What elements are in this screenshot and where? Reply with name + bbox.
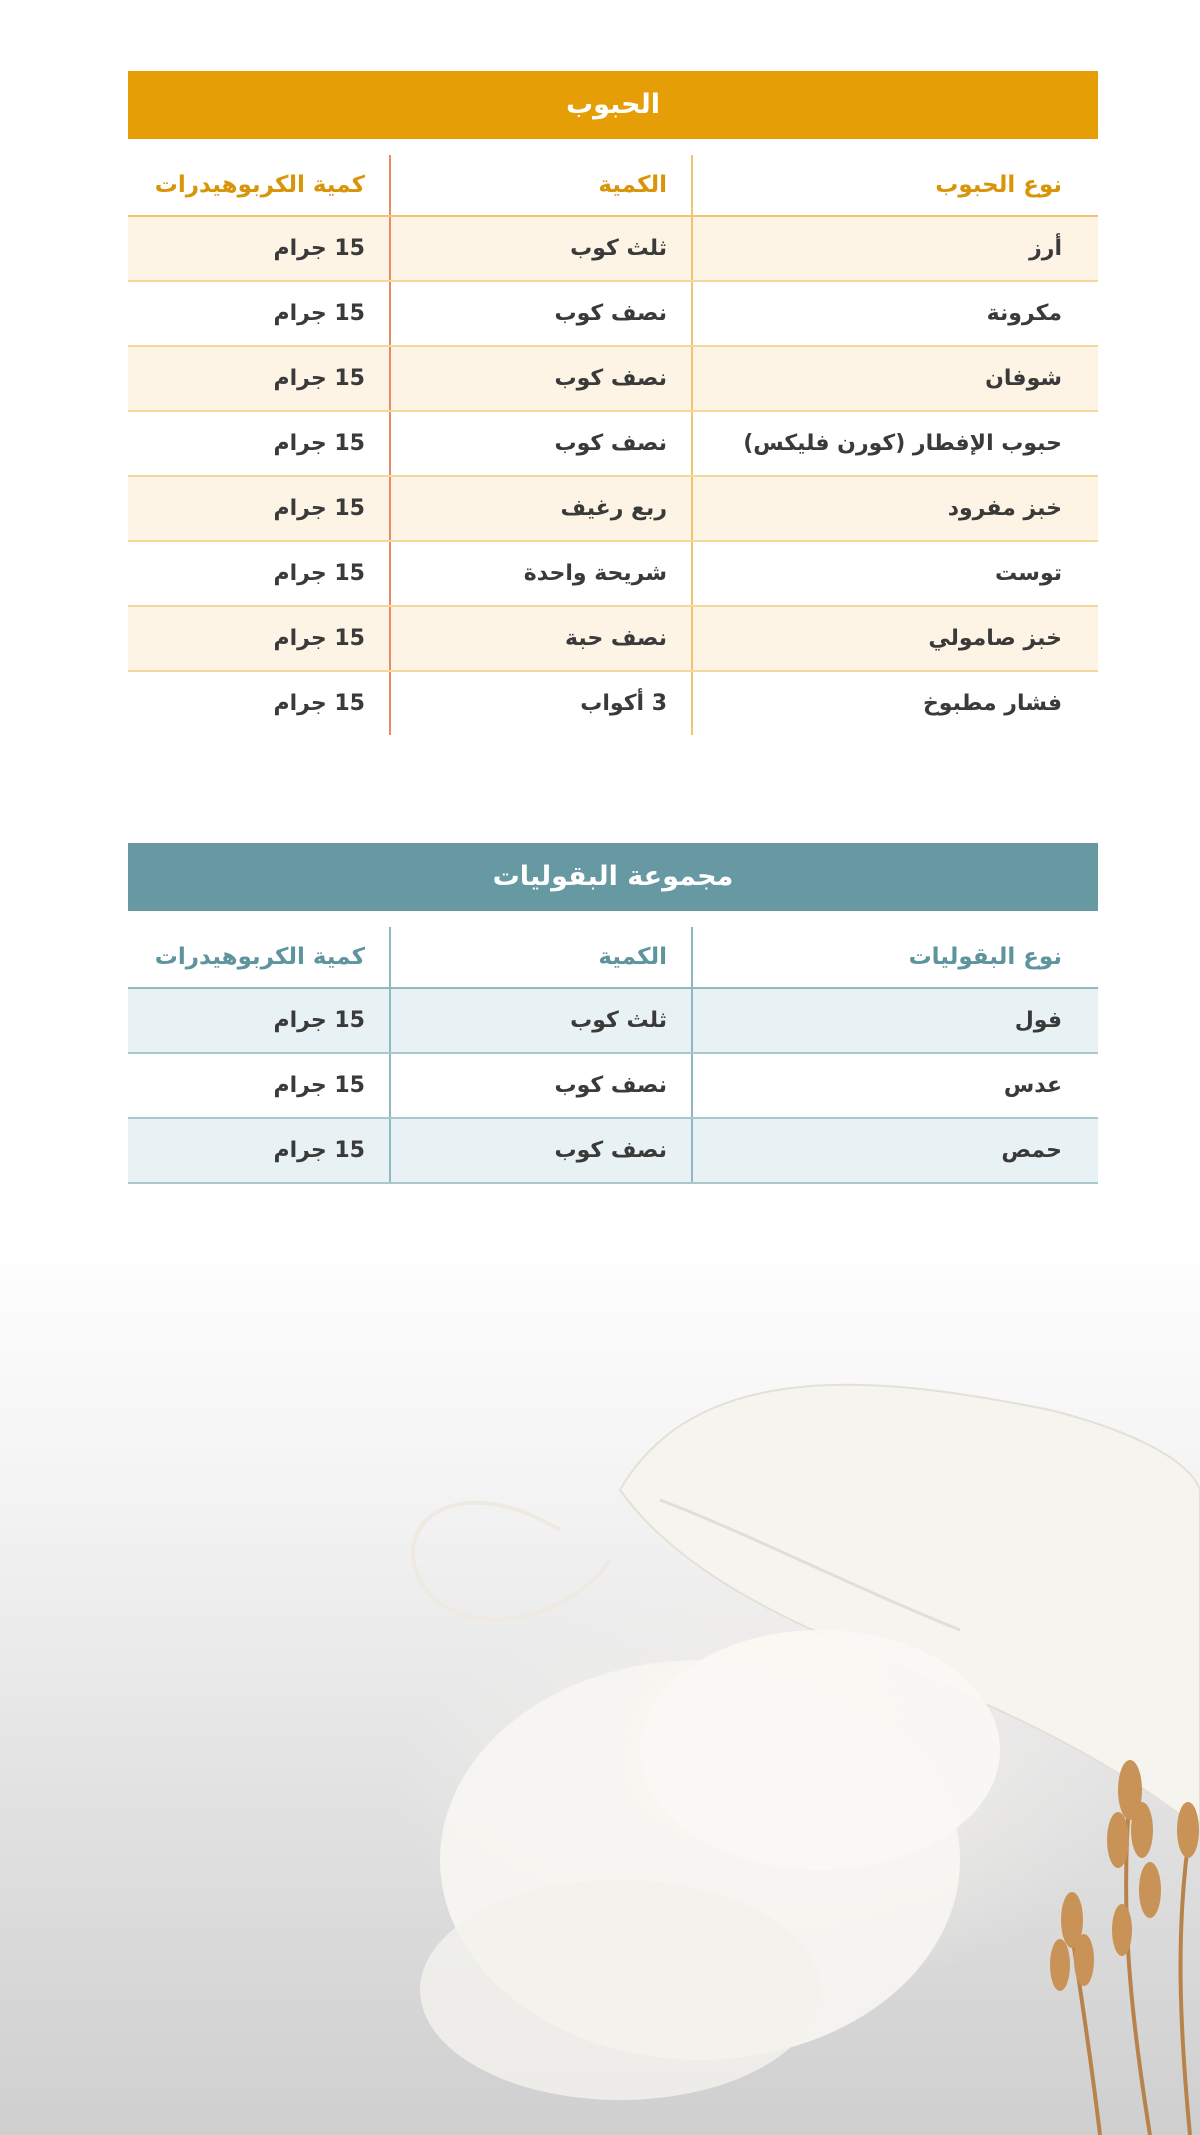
grains-grid [128,155,1098,735]
header-type: نوع الحبوب [935,172,1062,198]
row-quantity: نصف حبة [391,607,693,670]
row-item: مكرونة [986,301,1062,326]
legumes-title: مجموعة البقوليات [128,843,1098,911]
table-row [128,542,1098,607]
row-item: توست [995,561,1062,586]
row-item: فشار مطبوخ [922,691,1062,716]
table-row [128,607,1098,672]
table-row [128,1119,1098,1184]
row-item: حمص [1001,1138,1062,1163]
table-row [128,282,1098,347]
row-quantity: نصف كوب [391,1119,693,1182]
row-quantity: شريحة واحدة [391,542,693,605]
header-quantity: الكمية [391,155,693,215]
row-carbs: 15 جرام [128,477,391,540]
row-quantity: ثلث كوب [391,217,693,280]
table-row [128,672,1098,735]
legumes-grid [128,927,1098,1184]
header-carbs: كمية الكربوهيدرات [128,155,391,215]
row-carbs: 15 جرام [128,989,391,1052]
row-carbs: 15 جرام [128,1054,391,1117]
row-quantity: نصف كوب [391,412,693,475]
table-row [128,1054,1098,1119]
header-quantity: الكمية [391,927,693,987]
header-carbs: كمية الكربوهيدرات [128,927,391,987]
row-item: خبز صامولي [928,626,1062,651]
row-item: شوفان [985,366,1062,391]
row-carbs: 15 جرام [128,412,391,475]
row-quantity: 3 أكواب [391,672,693,735]
row-item: عدس [1003,1073,1062,1098]
row-item: أرز [1029,236,1062,261]
grains-table [128,71,1098,735]
header-type: نوع البقوليات [908,944,1062,970]
row-item: خبز مفرود [947,496,1062,521]
row-carbs: 15 جرام [128,542,391,605]
row-quantity: ربع رغيف [391,477,693,540]
row-carbs: 15 جرام [128,607,391,670]
rice-sack-photo [0,1230,1200,2135]
row-quantity: ثلث كوب [391,989,693,1052]
row-carbs: 15 جرام [128,282,391,345]
row-carbs: 15 جرام [128,1119,391,1182]
row-item: حبوب الإفطار (كورن فليكس) [743,431,1062,456]
table-row [128,347,1098,412]
table-header-row [128,927,1098,989]
table-row [128,477,1098,542]
row-carbs: 15 جرام [128,672,391,735]
row-item: فول [1014,1008,1062,1033]
row-quantity: نصف كوب [391,1054,693,1117]
row-carbs: 15 جرام [128,217,391,280]
table-row [128,989,1098,1054]
row-carbs: 15 جرام [128,347,391,410]
table-header-row [128,155,1098,217]
table-row [128,217,1098,282]
legumes-table [128,843,1098,1184]
row-quantity: نصف كوب [391,347,693,410]
row-quantity: نصف كوب [391,282,693,345]
grains-title: الحبوب [128,71,1098,139]
table-row [128,412,1098,477]
